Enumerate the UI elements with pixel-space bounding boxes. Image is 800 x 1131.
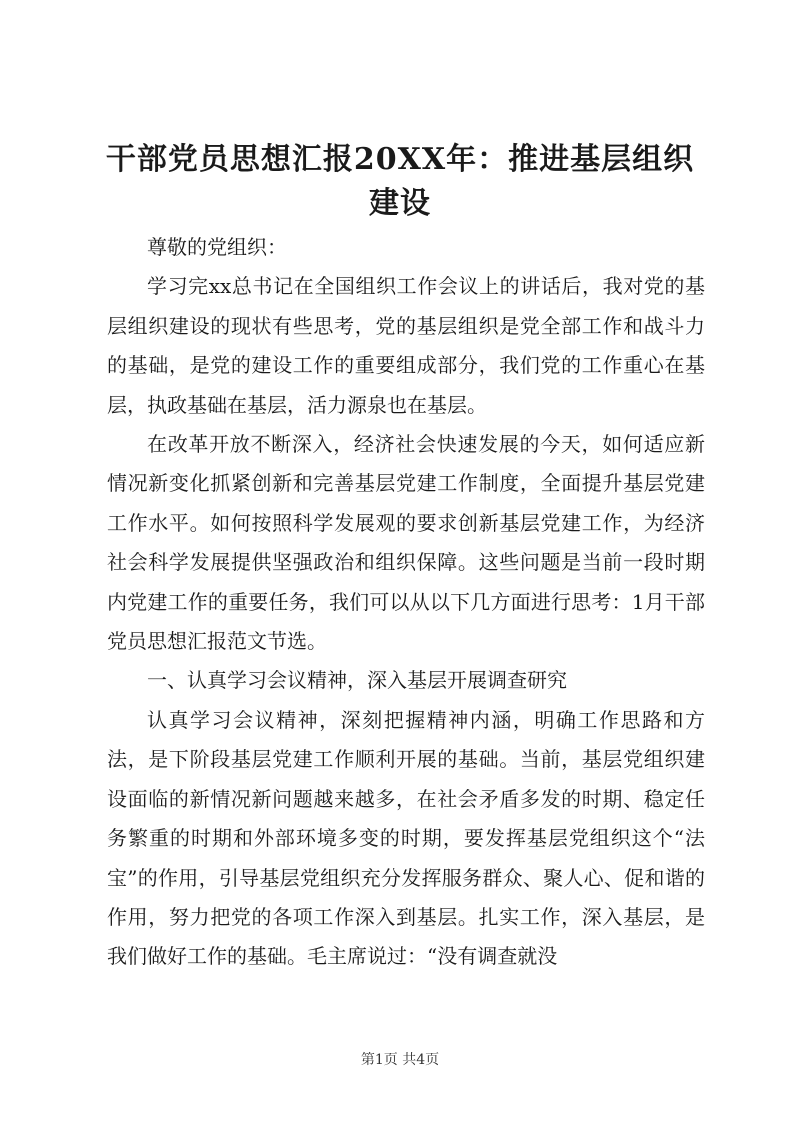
salutation: 尊敬的党组织： xyxy=(147,235,287,259)
page-number-footer: 第1页 共4页 xyxy=(360,1052,440,1068)
paragraph: 认真学习会议精神，深刻把握精神内涵，明确工作思路和方法，是下阶段基层党建工作顺利开展的基础。当前，基层党组织建设面临的新情况新问题越来越多，在社会矛盾多发的时期、稳定任务繁重的时期和外部环境多变的时期，要发挥基层党组织这个“法宝”的作用，引导基层党组织充分发挥服务群众、聚人心、促和谐的作用，努力把党的各项工作深入到基层。扎实工作，深入基层，是我们做好工作的基础。毛主席说过：“没有调查就没 xyxy=(107,707,705,969)
document-body xyxy=(107,228,705,977)
paragraph: 在改革开放不断深入，经济社会快速发展的今天，如何适应新情况新变化抓紧创新和完善基层党建工作制度，全面提升基层党建工作水平。如何按照科学发展观的要求创新基层党建工作，为经济社会科学发展提供坚强政治和组织保障。这些问题是当前一段时期内党建工作的重要任务，我们可以从以下几方面进行思考：1月干部党员思想汇报范文节选。 xyxy=(107,432,705,654)
paragraph: 学习完xx总书记在全国组织工作会议上的讲话后，我对党的基层组织建设的现状有些思考，党的基层组织是党全部工作和战斗力的基础，是党的建设工作的重要组成部分，我们党的工作重心在基层，执政基础在基层，活力源泉也在基层。 xyxy=(107,274,705,417)
document-title: 干部党员思想汇报20XX年：推进基层组织建设 xyxy=(105,142,695,221)
section-heading: 一、认真学习会议精神，深入基层开展调查研究 xyxy=(147,668,567,693)
